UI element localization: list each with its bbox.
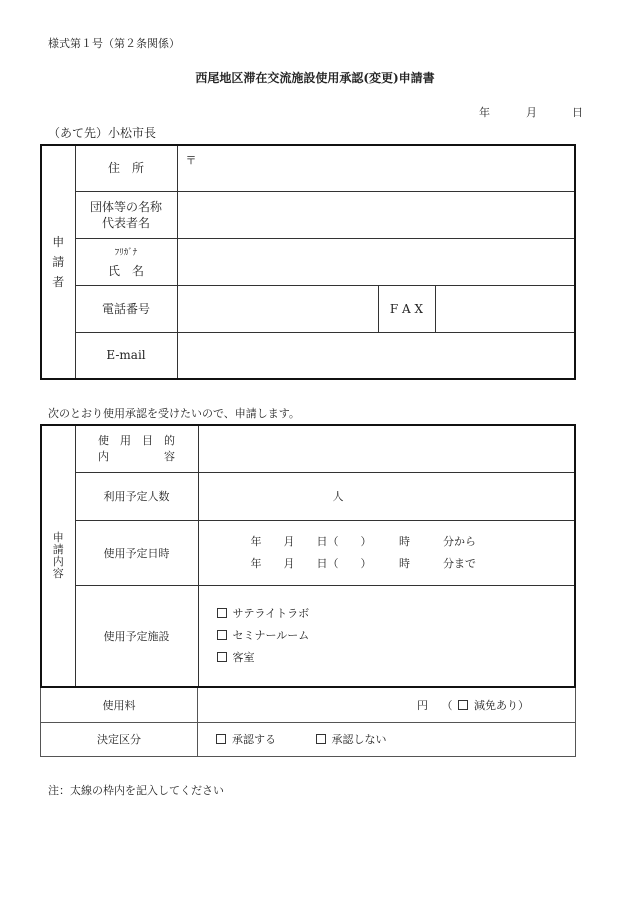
disapprove-label: 承認しない [331, 733, 387, 746]
decision-options [198, 722, 576, 756]
form-number: 様式第１号（第２条関係） [48, 37, 180, 50]
email-field[interactable] [177, 332, 575, 379]
facility-label: 使用予定施設 [75, 585, 198, 687]
purpose-label-line1: 使 用 目 的 [98, 433, 175, 447]
address-field[interactable] [177, 145, 575, 191]
email-label: E-mail [75, 332, 177, 379]
checkbox[interactable] [217, 608, 227, 618]
facility-option-label: サテライトラボ [232, 606, 310, 620]
phone-label: 電話番号 [75, 285, 177, 332]
approve-checkbox[interactable] [216, 734, 226, 744]
datetime-to: 年 月 日（ ） 時 分まで [250, 556, 476, 570]
section-char: 者 [52, 275, 65, 289]
fee-unit: 円 [417, 698, 428, 712]
fax-field[interactable] [435, 285, 575, 332]
applicant-table [40, 144, 576, 380]
office-use-table [40, 688, 576, 757]
decision-label: 決定区分 [41, 722, 198, 756]
org-field[interactable] [177, 191, 575, 238]
section-char: 容 [52, 567, 64, 580]
people-unit: 人 [332, 490, 344, 503]
facility-option-satellite-lab[interactable] [199, 603, 575, 625]
discount-label: 減免あり） [474, 698, 529, 712]
phone-field[interactable] [177, 285, 378, 332]
section-char: 申 [52, 531, 64, 544]
facility-option-label: セミナールーム [232, 628, 310, 642]
fee-label: 使用料 [41, 688, 198, 722]
date-month-label: 月 [526, 106, 537, 119]
disapprove-checkbox[interactable] [316, 734, 326, 744]
name-label: 氏 名 [107, 263, 144, 278]
facility-option-label: 客室 [232, 650, 255, 664]
representative-label: 代表者名 [101, 215, 150, 230]
footnote: 注：太線の枠内を記入してください [48, 784, 224, 797]
name-label-cell [75, 238, 177, 285]
purpose-label [75, 425, 198, 472]
org-label [75, 191, 177, 238]
application-content-table [40, 424, 576, 688]
fee-field[interactable] [198, 688, 576, 722]
content-section-label [41, 425, 75, 687]
applicant-section-label [41, 145, 75, 379]
checkbox[interactable] [217, 652, 227, 662]
name-field[interactable] [177, 238, 575, 285]
section-char: 請 [52, 255, 65, 269]
approve-label: 承認する [232, 733, 276, 746]
facility-option-seminar-room[interactable] [199, 625, 575, 647]
datetime-from: 年 月 日（ ） 時 分から [250, 534, 476, 548]
postal-mark: 〒 [185, 154, 197, 167]
datetime-label: 使用予定日時 [75, 520, 198, 585]
date-year-label: 年 [479, 106, 490, 119]
furigana-label: ﾌﾘｶﾞﾅ [114, 247, 138, 258]
date-day-label: 日 [572, 106, 583, 119]
datetime-field[interactable] [198, 520, 575, 585]
facility-options [198, 585, 575, 687]
facility-option-guest-room[interactable] [199, 647, 575, 669]
checkbox[interactable] [217, 630, 227, 640]
org-name-label: 団体等の名称 [89, 199, 162, 214]
recipient: （あて先）小松市長 [48, 126, 157, 140]
address-label: 住 所 [75, 145, 177, 191]
purpose-label-line2: 内 容 [98, 449, 175, 463]
section-char: 申 [52, 235, 65, 249]
discount-checkbox[interactable] [458, 700, 468, 710]
intro-text: 次のとおり使用承認を受けたいので、申請します。 [48, 407, 300, 420]
section-char: 請 [52, 543, 64, 556]
section-char: 内 [52, 555, 64, 568]
fee-paren: （ [441, 698, 453, 712]
document-title: 西尾地区滞在交流施設使用承認(変更)申請書 [195, 71, 435, 85]
purpose-field[interactable] [198, 425, 575, 472]
fax-label: F A X [378, 285, 435, 332]
people-label: 利用予定人数 [75, 472, 198, 520]
people-field[interactable] [198, 472, 575, 520]
